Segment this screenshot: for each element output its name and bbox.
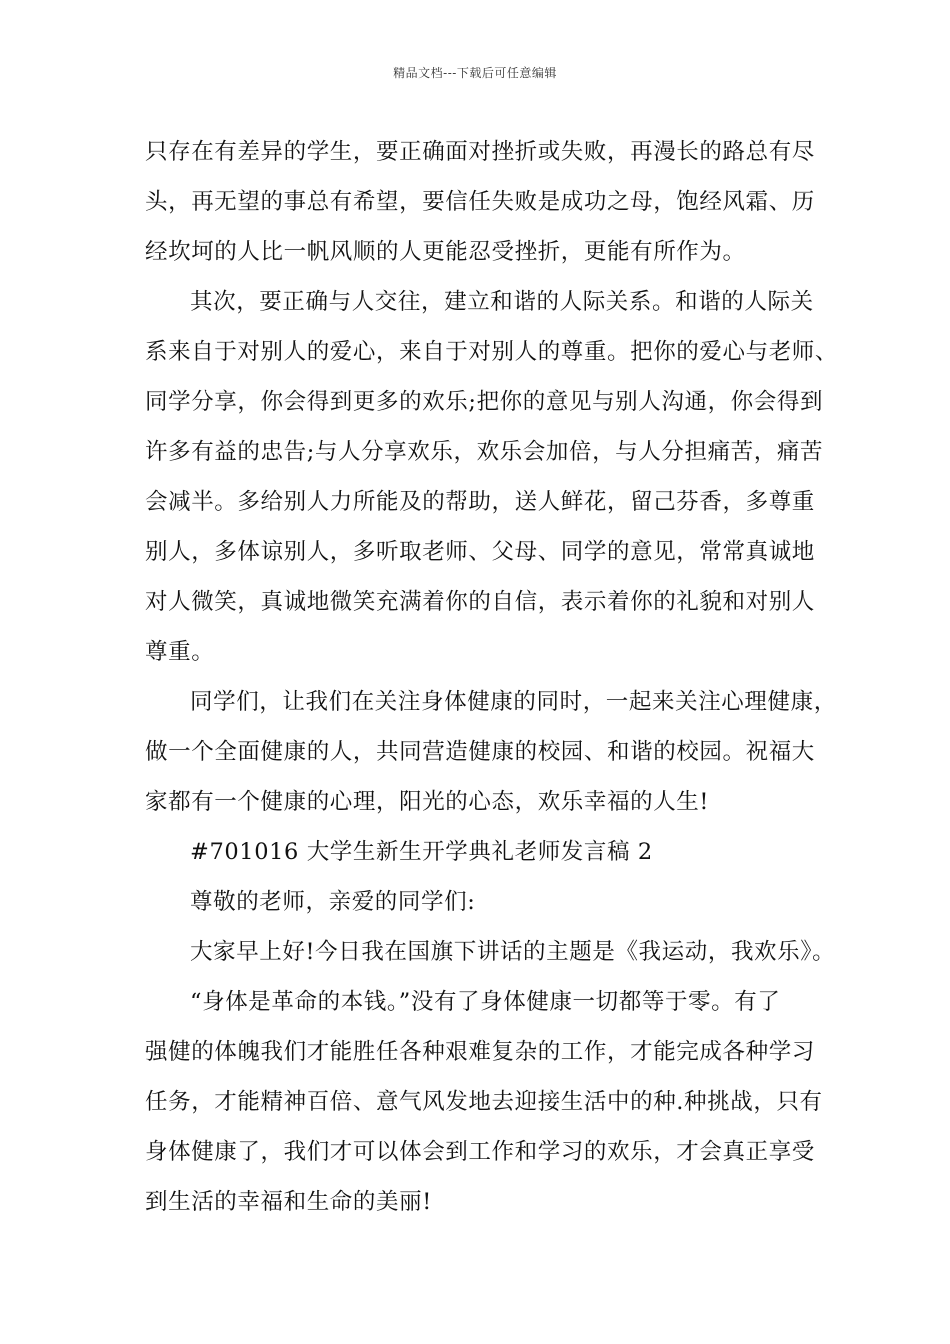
paragraph-start-line: 大家早上好!今日我在国旗下讲话的主题是《我运动，我欢乐》。 <box>190 939 836 965</box>
body-line: 对人微笑，真诚地微笑充满着你的自信，表示着你的礼貌和对别人 <box>145 589 815 615</box>
body-line: 同学分享，你会得到更多的欢乐;把你的意见与别人沟通，你会得到 <box>145 389 824 415</box>
paragraph-start-line: “身体是革命的本钱。”没有了身体健康一切都等于零。有了 <box>190 989 781 1015</box>
page-header: 精品文档---下载后可任意编辑 <box>393 66 557 80</box>
salutation-line: 尊敬的老师，亲爱的同学们: <box>190 889 476 915</box>
body-line: 会减半。多给别人力所能及的帮助，送人鲜花，留己芬香，多尊重 <box>145 489 815 515</box>
paragraph-start-line: 同学们，让我们在关注身体健康的同时，一起来关注心理健康， <box>190 689 837 715</box>
body-line: 头，再无望的事总有希望，要信任失败是成功之母，饱经风霜、历 <box>145 189 815 215</box>
body-line: 到生活的幸福和生命的美丽! <box>145 1189 432 1215</box>
body-line: 强健的体魄我们才能胜任各种艰难复杂的工作，才能完成各种学习 <box>145 1039 815 1065</box>
body-line: 系来自于对别人的爱心，来自于对别人的尊重。把你的爱心与老师、 <box>145 339 839 365</box>
body-line: 经坎坷的人比一帆风顺的人更能忍受挫折，更能有所作为。 <box>145 239 746 265</box>
body-line: 许多有益的忠告;与人分享欢乐，欢乐会加倍，与人分担痛苦，痛苦 <box>145 439 824 465</box>
section-title: #701016 大学生新生开学典礼老师发言稿 2 <box>190 839 653 865</box>
body-line: 别人，多体谅别人，多听取老师、父母、同学的意见，常常真诚地 <box>145 539 815 565</box>
body-line: 尊重。 <box>145 639 215 665</box>
body-line: 任务，才能精神百倍、意气风发地去迎接生活中的种.种挑战，只有 <box>145 1089 823 1115</box>
body-line: 身体健康了，我们才可以体会到工作和学习的欢乐，才会真正享受 <box>145 1139 815 1165</box>
body-line: 家都有一个健康的心理，阳光的心态，欢乐幸福的人生! <box>145 789 710 815</box>
paragraph-start-line: 其次，要正确与人交往，建立和谐的人际关系。和谐的人际关 <box>190 289 814 315</box>
body-line: 做一个全面健康的人，共同营造健康的校园、和谐的校园。祝福大 <box>145 739 815 765</box>
body-line: 只存在有差异的学生，要正确面对挫折或失败，再漫长的路总有尽 <box>145 139 815 165</box>
